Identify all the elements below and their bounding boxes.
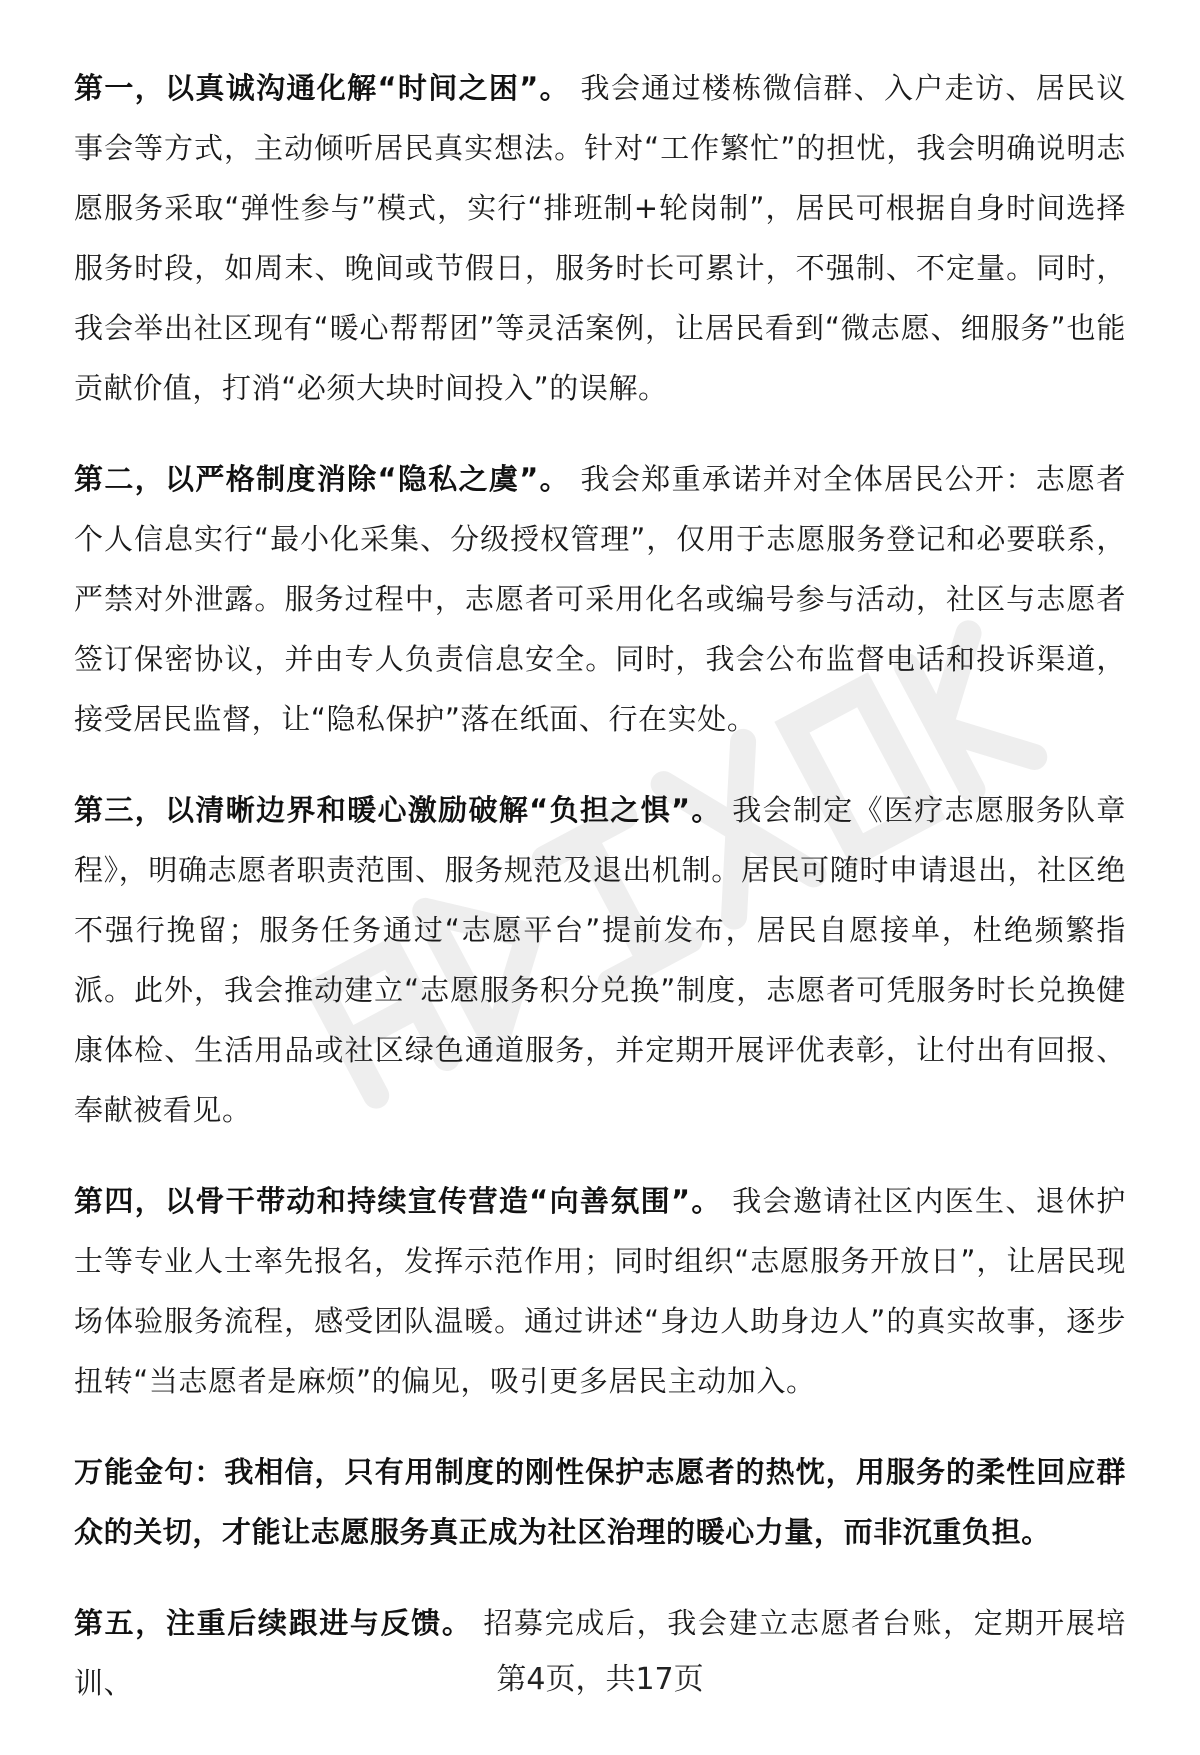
paragraph-second-point	[74, 449, 1126, 749]
paragraph-fourth-point	[74, 1171, 1126, 1411]
paragraph-heading: 第五，注重后续跟进与反馈。	[74, 1606, 473, 1640]
paragraph-heading: 第三，以清晰边界和暖心激励破解“负担之惧”。	[74, 793, 722, 827]
paragraph-heading: 第二，以严格制度消除“隐私之虞”。	[74, 462, 570, 496]
paragraph-heading: 万能金句：我相信，只有用制度的刚性保护志愿者的热忱，用服务的柔性回应群众的关切，才能让志愿服务真正成为社区治理的暖心力量，而非沉重负担。	[74, 1455, 1126, 1549]
page-number-footer: 第4页，共17页	[496, 1662, 704, 1697]
paragraph-first-point	[74, 58, 1126, 418]
paragraph-golden-sentence	[74, 1442, 1126, 1562]
document-body	[74, 58, 1126, 1744]
paragraph-heading: 第四，以骨干带动和持续宣传营造“向善氛围”。	[74, 1184, 722, 1218]
paragraph-text: 我会通过楼栋微信群、入户走访、居民议事会等方式，主动倾听居民真实想法。针对“工作繁忙”的担忧，我会明确说明志愿服务采取“弹性参与”模式，实行“排班制+轮岗制”，居民可根据自身时间选择服务时段，如周末、晚间或节假日，服务时长可累计，不强制、不定量。同时，我会举出社区现有“暖心帮帮团”等灵活案例，让居民看到“微志愿、细服务”也能贡献价值，打消“必须大块时间投入”的误解。	[74, 71, 1126, 405]
paragraph-text: 招募完成后，我会建立志愿者台账，定期开展培训、	[74, 1606, 1126, 1700]
paragraph-third-point	[74, 780, 1126, 1140]
paragraph-text: 我会制定《医疗志愿服务队章程》，明确志愿者职责范围、服务规范及退出机制。居民可随时申请退出，社区绝不强行挽留；服务任务通过“志愿平台”提前发布，居民自愿接单，杜绝频繁指派。此外，我会推动建立“志愿服务积分兑换”制度，志愿者可凭服务时长兑换健康体检、生活用品或社区绿色通道服务，并定期开展评优表彰，让付出有回报、奉献被看见。	[74, 793, 1126, 1127]
paragraph-text: 我会邀请社区内医生、退休护士等专业人士率先报名，发挥示范作用；同时组织“志愿服务开放日”，让居民现场体验服务流程，感受团队温暖。通过讲述“身边人助身边人”的真实故事，逐步扭转“当志愿者是麻烦”的偏见，吸引更多居民主动加入。	[74, 1184, 1126, 1398]
paragraph-heading: 第一，以真诚沟通化解“时间之困”。	[74, 71, 570, 105]
paragraph-text: 我会郑重承诺并对全体居民公开：志愿者个人信息实行“最小化采集、分级授权管理”，仅用于志愿服务登记和必要联系，严禁对外泄露。服务过程中，志愿者可采用化名或编号参与活动，社区与志愿者签订保密协议，并由专人负责信息安全。同时，我会公布监督电话和投诉渠道，接受居民监督，让“隐私保护”落在纸面、行在实处。	[74, 462, 1126, 736]
